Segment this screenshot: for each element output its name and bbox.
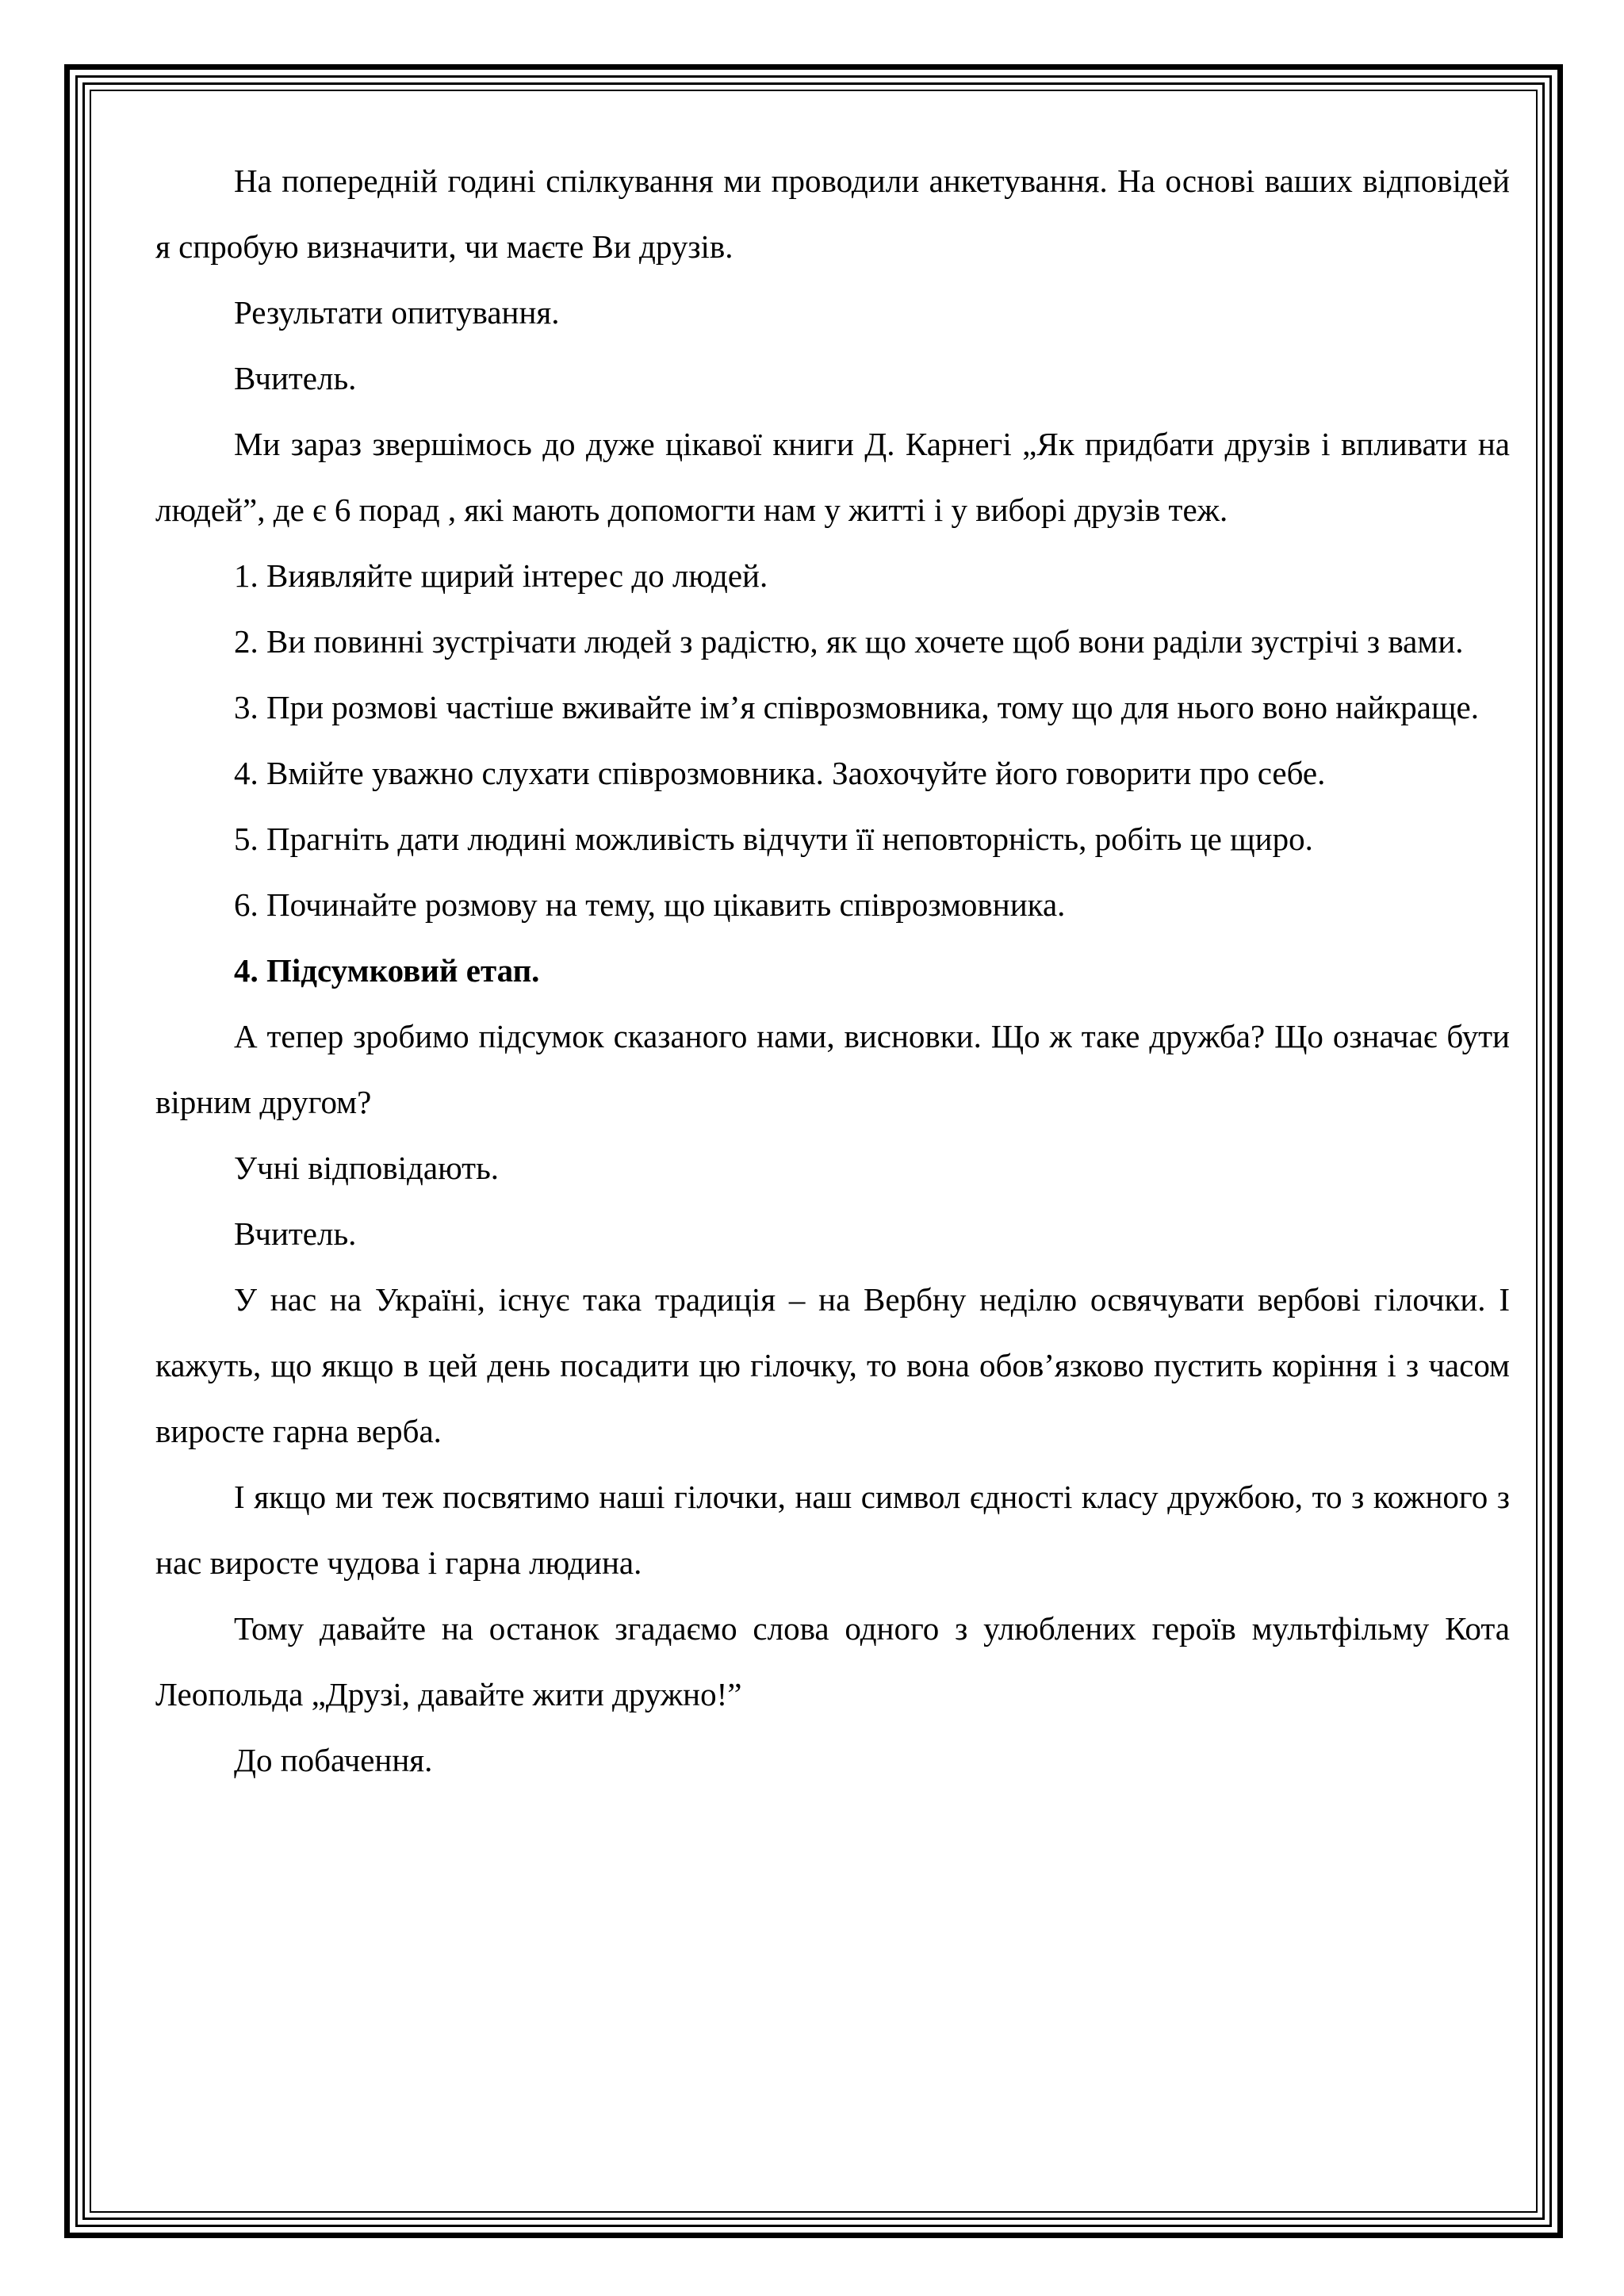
list-item-advice-2: 2. Ви повинні зустрічати людей з радістю, як що хочете щоб вони раділи зустрічі з вами. [234, 623, 1464, 660]
paragraph-leopold-quote: Тому давайте на останок згадаємо слова одного з улюблених героїв мультфільму Кота Леопольда „Друзі, давайте жити дружно!” [155, 1610, 1510, 1712]
paragraph-survey-intro: На попередній годині спілкування ми проводили анкетування. На основі ваших відповідей я спробую визначити, чи маєте Ви друзів. [155, 163, 1510, 265]
paragraph-goodbye: До побачення. [234, 1742, 433, 1778]
paragraph-willow-tradition: У нас на Україні, існує така традиція – на Вербну неділю освячувати вербові гілочки. І кажуть, що якщо в цей день посадити цю гілочку, то вона обов’язково пустить коріння і з часом виросте гарна верба. [155, 1281, 1510, 1449]
paragraph-carnegie-book: Ми зараз звершімось до дуже цікавої книги Д. Карнегі „Як придбати друзів і впливати на людей”, де є 6 порад , які мають допомогти нам у житті і у виборі друзів теж. [155, 426, 1510, 528]
paragraph-summary-question: А тепер зробимо підсумок сказаного нами, висновки. Що ж таке дружба? Що означає бути вірним другом? [155, 1018, 1510, 1120]
paragraph-survey-results: Результати опитування. [234, 294, 560, 331]
list-item-advice-1: 1. Виявляйте щирий інтерес до людей. [234, 557, 768, 594]
list-item-advice-3: 3. При розмові частіше вживайте ім’я співрозмовника, тому що для нього воно найкраще. [234, 689, 1479, 725]
paragraph-class-symbol: І якщо ми теж посвятимо наші гілочки, наш символ єдності класу дружбою, то з кожного з нас виросте чудова і гарна людина. [155, 1479, 1510, 1581]
section-heading-summary: 4. Підсумковий етап. [234, 952, 540, 989]
list-item-advice-5: 5. Прагніть дати людині можливість відчути її неповторність, робіть це щиро. [234, 821, 1313, 857]
paragraph-students-answer: Учні відповідають. [234, 1150, 500, 1186]
paragraph-teacher-2: Вчитель. [234, 1215, 357, 1252]
list-item-advice-6: 6. Починайте розмову на тему, що цікавить співрозмовника. [234, 886, 1066, 923]
paragraph-teacher: Вчитель. [234, 360, 357, 396]
list-item-advice-4: 4. Вмійте уважно слухати співрозмовника. Заохочуйте його говорити про себе. [234, 755, 1326, 791]
document-body [155, 148, 1510, 1793]
